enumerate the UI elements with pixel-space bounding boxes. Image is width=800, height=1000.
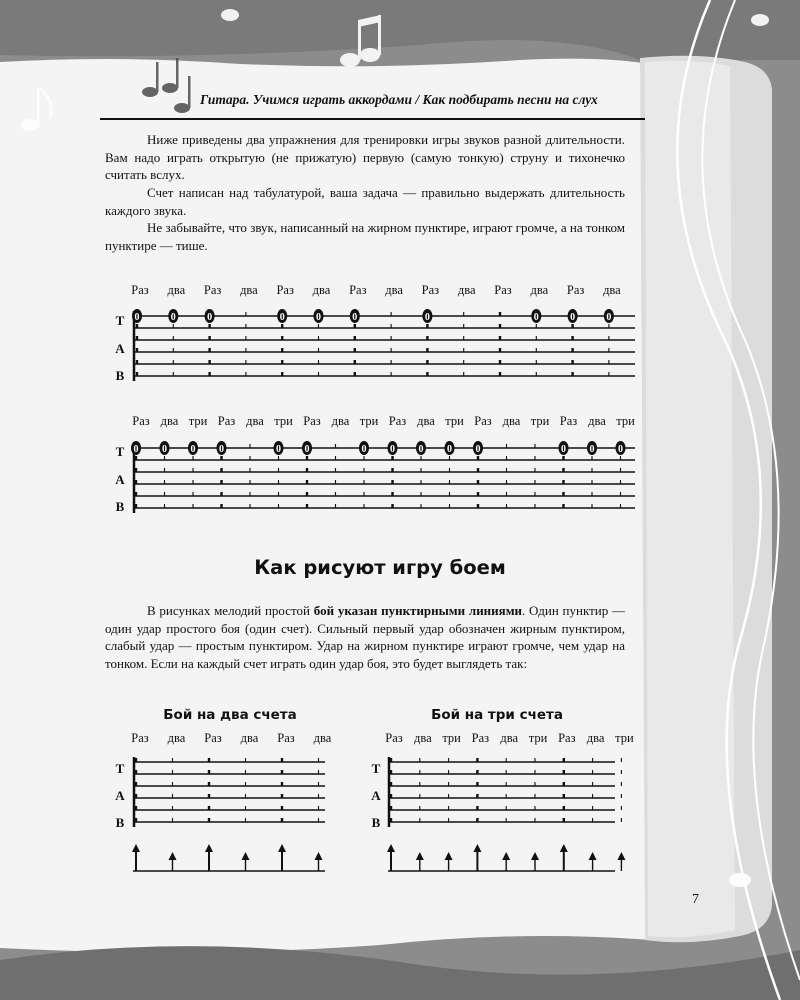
exercise2-count-8: два (331, 414, 350, 428)
exercise2-fret-13: 0 (475, 444, 481, 455)
strum-three-count-6: три (528, 731, 548, 745)
exercise2-tab-letter-t: T (115, 444, 125, 459)
exercise2-fret-12: 0 (447, 444, 452, 455)
exercise2-fret-4: 0 (219, 444, 224, 455)
exercise1-fret-1: 0 (134, 312, 140, 323)
header-rule (100, 118, 645, 120)
exercise1-count-13: Раз (566, 283, 585, 297)
strum-two-count-6: два (313, 731, 332, 745)
exercise2-count-15: три (530, 414, 550, 428)
exercise1-count-2: два (167, 283, 186, 297)
strum-three-count-4: Раз (471, 731, 490, 745)
strum-two-count-4: два (240, 731, 259, 745)
strum-three-count-1: Раз (385, 731, 403, 745)
exercise1-fret-12: 0 (533, 312, 539, 323)
strum-two-tab-letter-b: B (115, 815, 125, 830)
strum-two-arrow-head-2 (169, 852, 177, 860)
exercise1-count-14: два (603, 283, 621, 297)
exercise2-fret-2: 0 (162, 444, 167, 455)
strum-three-tab-letter-b: B (371, 815, 381, 830)
strum-three-diagram (385, 756, 635, 880)
exercise2-count-1: Раз (132, 414, 150, 428)
intro-paragraph-2: Счет написан над табулатурой, ваша задача — правильно выдержать длительность каждого звука. (105, 185, 625, 218)
exercise1-count-9: Раз (421, 283, 440, 297)
strum-three-count-7: Раз (558, 731, 576, 745)
exercise1-tab-letter-a: A (115, 341, 125, 356)
strum-two-diagram (130, 756, 345, 880)
exercise2-count-6: три (274, 414, 293, 428)
intro-paragraph-1: Ниже приведены два упражнения для тренировки игры звуков разной длительности. Вам надо играть открытую (не прижатую) первую (самую тонкую) струну и тихонечко считать вслух. (105, 132, 625, 182)
exercise1-count-4: два (240, 283, 258, 297)
exercise1-fret-5: 0 (279, 312, 285, 323)
exercise1-fret-3: 0 (207, 312, 213, 323)
exercise2-count-9: три (359, 414, 379, 428)
exercise2-count-13: Раз (474, 414, 492, 428)
exercise1-tablature (130, 305, 640, 387)
strum-three-arrow-head-1 (387, 844, 395, 852)
strum-three-title: Бой на три счета (431, 707, 563, 723)
strum-three-arrow-head-5 (502, 852, 510, 860)
exercise2-fret-1: 0 (133, 444, 139, 455)
exercise1-count-5: Раз (276, 283, 294, 297)
section-paragraph-bold: бой указан пунктирными линиями (313, 603, 523, 618)
strum-three-arrow-head-3 (445, 852, 453, 860)
strum-three-arrow-head-9 (617, 852, 625, 860)
strum-two-arrow-head-1 (132, 844, 140, 852)
strum-two-arrow-head-5 (278, 844, 286, 852)
strum-three-count-3: три (442, 731, 461, 745)
exercise2-count-16: Раз (559, 414, 578, 428)
exercise2-fret-18: 0 (618, 444, 623, 455)
strum-two-count-2: два (167, 731, 186, 745)
strum-three-tab-letter-t: T (371, 761, 381, 776)
exercise2-count-5: два (246, 414, 264, 428)
exercise2-count-7: Раз (303, 414, 321, 428)
page-number: 7 (692, 892, 699, 907)
intro-paragraph-3: Не забывайте, что звук, написанный на жирном пунктире, играют громче, а на тонком пунктире — тише. (105, 220, 625, 253)
strum-two-tab-letter-a: A (115, 788, 125, 803)
strum-two-count-1: Раз (131, 731, 149, 745)
exercise2-fret-10: 0 (390, 444, 395, 455)
exercise1-fret-9: 0 (424, 312, 430, 323)
strum-two-title: Бой на два счета (163, 707, 297, 723)
exercise2-tab-letter-a: A (115, 472, 125, 487)
exercise2-count-3: три (188, 414, 208, 428)
exercise2-fret-3: 0 (190, 444, 196, 455)
exercise2-count-11: два (417, 414, 435, 428)
exercise1-count-6: два (312, 283, 331, 297)
strum-two-count-3: Раз (204, 731, 222, 745)
exercise1-fret-7: 0 (352, 312, 358, 323)
exercise2-fret-16: 0 (561, 444, 566, 455)
strum-three-arrow-head-2 (416, 852, 424, 860)
strum-three-arrow-head-4 (473, 844, 481, 852)
exercise2-tablature (130, 437, 640, 519)
header-title: Гитара. Учимся играть аккордами / Как подбирать песни на слух (200, 92, 598, 107)
exercise1-fret-14: 0 (606, 312, 612, 323)
strum-three-arrow-head-8 (589, 852, 597, 860)
strum-three-count-8: два (586, 731, 605, 745)
exercise1-fret-2: 0 (170, 312, 176, 323)
exercise1-tab-letter-b: B (115, 368, 125, 383)
strum-three-tab-letter-a: A (371, 788, 381, 803)
exercise2-count-14: два (502, 414, 521, 428)
exercise2-fret-6: 0 (276, 444, 281, 455)
strum-three-count-2: два (413, 731, 432, 745)
strum-two-arrow-head-3 (205, 844, 213, 852)
strum-two-arrow-head-6 (315, 852, 323, 860)
exercise2-count-17: два (588, 414, 606, 428)
exercise2-count-12: три (445, 414, 464, 428)
strum-three-count-5: два (500, 731, 519, 745)
strum-three-arrow-head-7 (560, 844, 568, 852)
exercise2-fret-7: 0 (304, 444, 310, 455)
exercise2-fret-11: 0 (418, 444, 424, 455)
exercise1-count-11: Раз (494, 283, 512, 297)
strum-two-count-5: Раз (277, 731, 295, 745)
strum-two-tab-letter-t: T (115, 761, 125, 776)
section-paragraph: В рисунках мелодий простой бой указан пунктирными линиями. Один пунктир — один удар простого боя (один счет). Сильный первый удар обозначен жирным пунктиром, слабый удар — простым пунктиром. Удар на жирном пунктире играют громче, чем удар на тонком. Если на каждый счет играть один удар боя, это будет выглядеть так: (105, 603, 625, 671)
exercise2-fret-9: 0 (361, 444, 367, 455)
section-title: Как рисуют игру боем (254, 556, 506, 579)
exercise1-count-10: два (457, 283, 476, 297)
exercise1-fret-13: 0 (570, 312, 576, 323)
exercise2-fret-17: 0 (589, 444, 595, 455)
exercise2-count-2: два (160, 414, 179, 428)
exercise1-count-3: Раз (203, 283, 222, 297)
exercise1-count-7: Раз (349, 283, 367, 297)
strum-three-arrow-head-6 (531, 852, 539, 860)
strum-two-arrow-head-4 (242, 852, 250, 860)
exercise1-count-1: Раз (131, 283, 149, 297)
exercise1-count-12: два (530, 283, 549, 297)
exercise2-count-10: Раз (388, 414, 407, 428)
exercise2-count-4: Раз (217, 414, 236, 428)
exercise1-tab-letter-t: T (115, 313, 125, 328)
exercise1-fret-6: 0 (316, 312, 321, 323)
exercise2-count-18: три (616, 414, 635, 428)
exercise1-count-8: два (385, 283, 403, 297)
exercise2-tab-letter-b: B (115, 499, 125, 514)
strum-three-count-9: три (615, 731, 634, 745)
